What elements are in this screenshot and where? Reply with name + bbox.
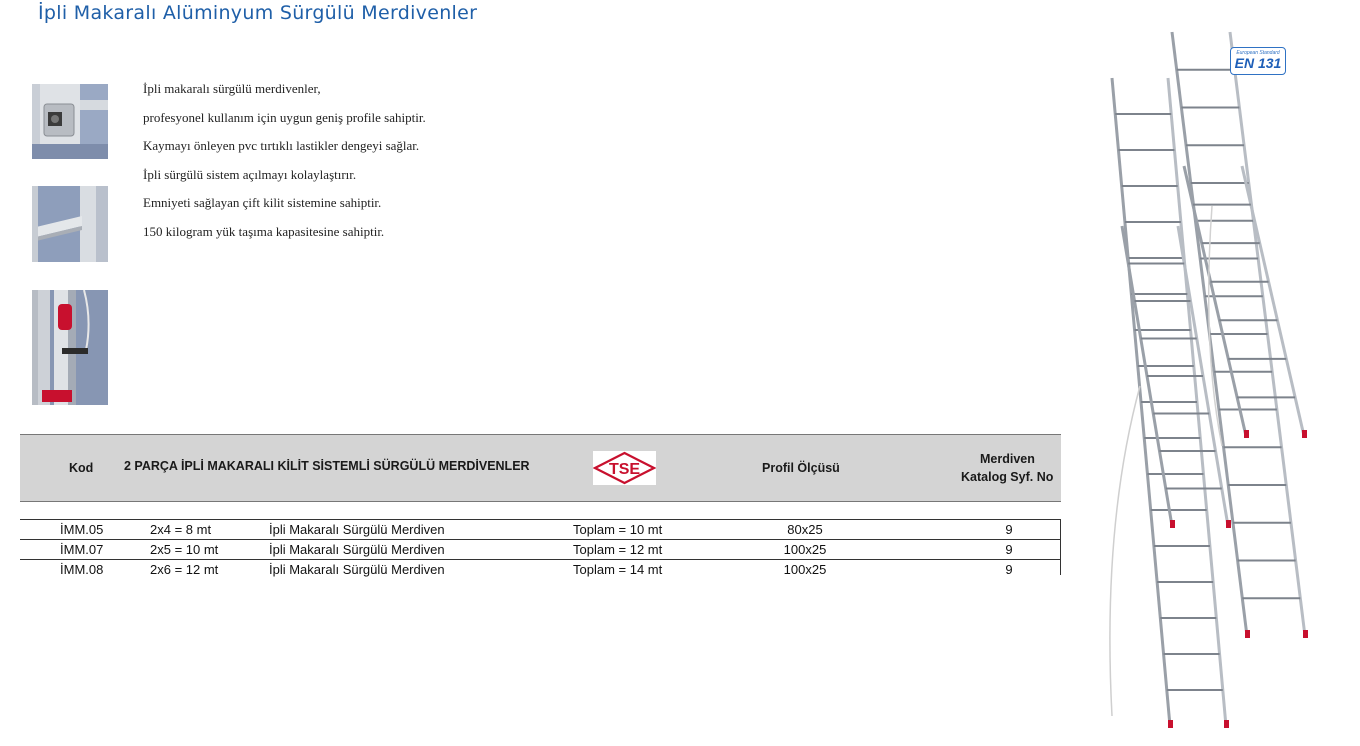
tse-logo (593, 451, 656, 485)
cell-code: İMM.08 (60, 562, 104, 577)
cell-page: 9 (1005, 522, 1013, 537)
header-code: Kod (69, 461, 94, 475)
cell-name: İpli Makaralı Sürgülü Merdiven (269, 562, 445, 577)
ladder-front-inner-rail-right (1242, 166, 1304, 436)
header-catalog-line1: Merdiven (980, 452, 1035, 466)
feature-item: 150 kilogram yük taşıma kapasitesine sahiptir. (143, 223, 385, 239)
cell-size: 2x6 = 12 mt (150, 562, 219, 577)
cell-page: 9 (1005, 542, 1013, 557)
feature-item: Emniyeti sağlayan çift kilit sistemine sahiptir. (143, 195, 382, 211)
ladder-front-inner-foot (1302, 430, 1307, 438)
tse-logo-text: TSE (608, 461, 641, 478)
ladder-back-inner-foot (1170, 520, 1175, 528)
cell-name: İpli Makaralı Sürgülü Merdiven (269, 522, 445, 537)
cell-total: Toplam = 12 mt (573, 542, 663, 557)
cell-code: İMM.07 (60, 542, 104, 557)
cell-profile: 80x25 (787, 522, 823, 537)
header-profile: Profil Ölçüsü (762, 461, 840, 475)
rope (1110, 386, 1140, 716)
table-right-border (1060, 519, 1061, 575)
en131-badge (1230, 47, 1286, 75)
cell-size: 2x5 = 10 mt (150, 542, 219, 557)
feature-item: profesyonel kullanım için uygun geniş profile sahiptir. (143, 109, 426, 125)
table-row (20, 540, 1061, 560)
ladder-back-foot (1224, 720, 1229, 728)
ladder-back-foot (1168, 720, 1173, 728)
feature-item: Kaymayı önleyen pvc tırtıklı lastikler dengeyi sağlar. (143, 138, 420, 154)
cell-total: Toplam = 14 mt (573, 562, 663, 577)
ladder-front-foot (1245, 630, 1250, 638)
cell-total: Toplam = 10 mt (573, 522, 663, 537)
ladder-product-image (1062, 26, 1322, 740)
cell-code: İMM.05 (60, 522, 104, 537)
ladder-front-inner-foot (1244, 430, 1249, 438)
cell-size: 2x4 = 8 mt (150, 522, 212, 537)
table-row (20, 520, 1061, 540)
ladder-back-inner-foot (1226, 520, 1231, 528)
ladder-front-inner-rail-left (1184, 166, 1246, 436)
feature-item: İpli sürgülü sistem açılmayı kolaylaştırır. (143, 166, 357, 182)
cell-page: 9 (1005, 562, 1013, 577)
badge-big-text: EN 131 (1234, 55, 1282, 71)
cell-profile: 100x25 (783, 542, 827, 557)
feature-item: İpli makaralı sürgülü merdivenler, (143, 81, 321, 96)
thumbnail-pulley (32, 84, 108, 159)
page-title: İpli Makaralı Alüminyum Sürgülü Merdivenler (38, 2, 478, 24)
thumbnail-rung (32, 186, 108, 262)
cell-name: İpli Makaralı Sürgülü Merdiven (269, 542, 445, 557)
header-description: 2 PARÇA İPLİ MAKARALI KİLİT SİSTEMLİ SÜRGÜLÜ MERDİVENLER (124, 459, 530, 473)
cell-profile: 100x25 (783, 562, 827, 577)
table-row (20, 560, 1061, 578)
thumbnail-lock (32, 290, 108, 405)
header-catalog-line2: Katalog Syf. No (961, 470, 1054, 484)
badge-small-text: European Standard (1236, 50, 1280, 56)
feature-list (143, 80, 426, 252)
product-table (20, 519, 1061, 578)
table-header (20, 434, 1061, 502)
ladder-front-foot (1303, 630, 1308, 638)
